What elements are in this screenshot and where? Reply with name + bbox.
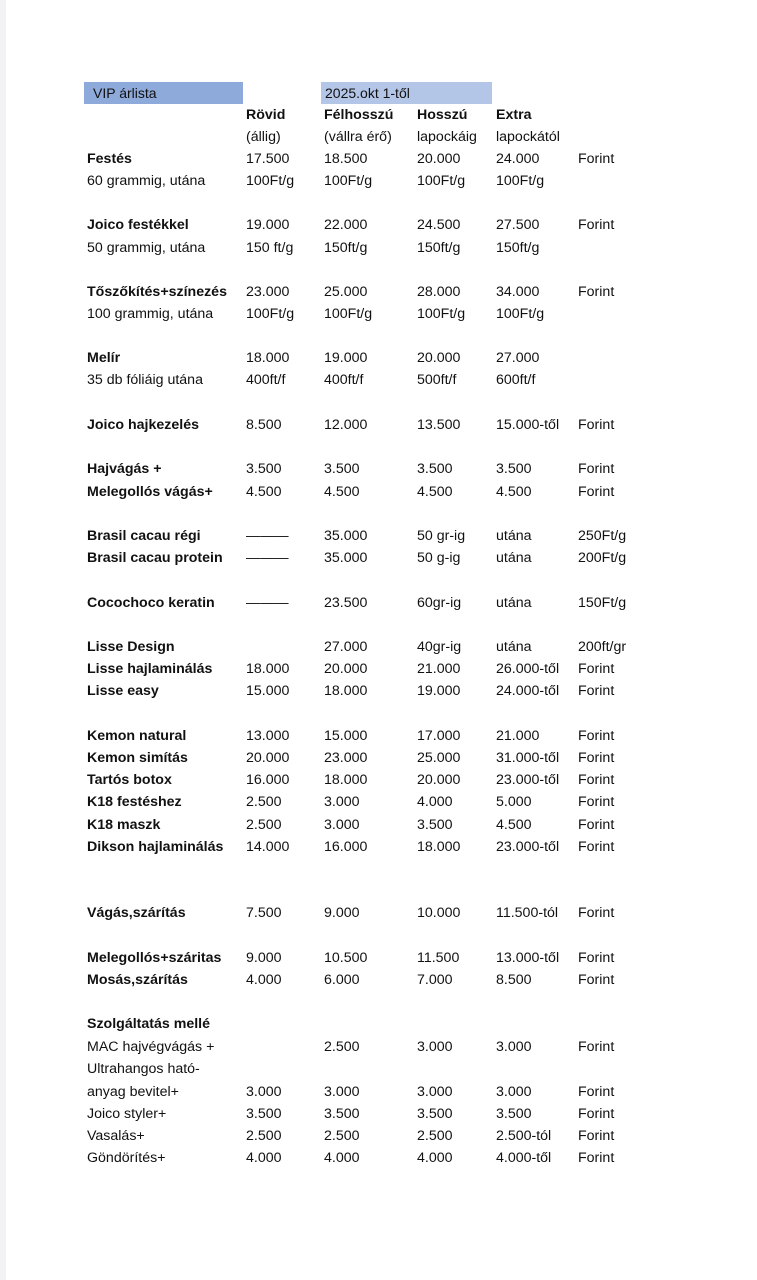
price-unit: Forint <box>578 484 615 500</box>
price-medium: 3.500 <box>324 461 360 477</box>
price-long: 28.000 <box>417 284 461 300</box>
price-medium: 18.500 <box>324 151 368 167</box>
service-name: Melegollós vágás+ <box>87 484 213 500</box>
price-short: 2.500 <box>246 794 282 810</box>
price-long: 150ft/g <box>417 240 461 256</box>
price-extra: 3.000 <box>496 1084 532 1100</box>
service-name: Dikson hajlaminálás <box>87 839 224 855</box>
price-short: 18.000 <box>246 350 290 366</box>
service-name: Szolgáltatás mellé <box>87 1016 211 1032</box>
service-name: Lisse easy <box>87 683 159 699</box>
price-long: 20.000 <box>417 151 461 167</box>
price-medium: 150ft/g <box>324 240 368 256</box>
service-name: Tőszőkítés+színezés <box>87 284 227 300</box>
price-unit: Forint <box>578 1084 615 1100</box>
price-medium: 100Ft/g <box>324 306 373 322</box>
price-short: 20.000 <box>246 750 290 766</box>
service-name: Göndörítés+ <box>87 1150 166 1166</box>
price-short: 15.000 <box>246 683 290 699</box>
price-extra: 24.000 <box>496 151 540 167</box>
price-medium: 4.000 <box>324 1150 360 1166</box>
price-medium: 100Ft/g <box>324 173 373 189</box>
service-name: Vágás,szárítás <box>87 905 186 921</box>
price-short: 9.000 <box>246 950 282 966</box>
service-name: 100 grammig, utána <box>87 306 214 322</box>
price-long: 4.000 <box>417 1150 453 1166</box>
service-name: Vasalás+ <box>87 1128 145 1144</box>
price-medium: 400ft/f <box>324 372 364 388</box>
price-long: 3.500 <box>417 1106 453 1122</box>
service-name: Melír <box>87 350 121 366</box>
price-long: 21.000 <box>417 661 461 677</box>
service-name: anyag bevitel+ <box>87 1084 179 1100</box>
price-unit: Forint <box>578 1128 615 1144</box>
price-long: 25.000 <box>417 750 461 766</box>
service-name: Brasil cacau régi <box>87 528 201 544</box>
price-extra: 100Ft/g <box>496 306 545 322</box>
price-medium: 18.000 <box>324 683 368 699</box>
service-name: Joico festékkel <box>87 217 189 233</box>
service-name: Joico styler+ <box>87 1106 167 1122</box>
price-short: 100Ft/g <box>246 173 295 189</box>
service-name: Kemon simítás <box>87 750 188 766</box>
price-long: 500ft/f <box>417 372 457 388</box>
price-short: 4.500 <box>246 484 282 500</box>
price-short: 2.500 <box>246 1128 282 1144</box>
service-name: Melegollós+száritas <box>87 950 222 966</box>
price-short: 400ft/f <box>246 372 286 388</box>
price-extra: 3.500 <box>496 461 532 477</box>
price-short: 3.000 <box>246 1084 282 1100</box>
price-medium: 12.000 <box>324 417 368 433</box>
price-extra: 100Ft/g <box>496 173 545 189</box>
price-extra: 27.500 <box>496 217 540 233</box>
price-extra: utána <box>496 595 532 611</box>
service-name: Lisse Design <box>87 639 175 655</box>
service-name: Festés <box>87 151 132 167</box>
price-long: 24.500 <box>417 217 461 233</box>
price-short: 4.000 <box>246 1150 282 1166</box>
column-subheader-long: lapockáig <box>417 129 477 145</box>
price-long: 13.500 <box>417 417 461 433</box>
price-unit: Forint <box>578 661 615 677</box>
price-unit: Forint <box>578 417 615 433</box>
price-short: 2.500 <box>246 817 282 833</box>
price-short: 14.000 <box>246 839 290 855</box>
price-extra: utána <box>496 550 532 566</box>
price-medium: 3.000 <box>324 817 360 833</box>
price-extra: 11.500-tól <box>496 905 559 921</box>
price-extra: 23.000-től <box>496 772 560 788</box>
price-medium: 10.500 <box>324 950 368 966</box>
price-extra: 15.000-től <box>496 417 560 433</box>
price-medium: 3.500 <box>324 1106 360 1122</box>
price-unit: Forint <box>578 750 615 766</box>
price-unit: Forint <box>578 151 615 167</box>
price-long: 20.000 <box>417 350 461 366</box>
effective-date: 2025.okt 1-től <box>321 82 492 104</box>
price-long: 3.000 <box>417 1084 453 1100</box>
price-long: 3.500 <box>417 461 453 477</box>
price-list-title: VIP árlista <box>84 82 243 104</box>
price-unit: Forint <box>578 905 615 921</box>
price-short: 8.500 <box>246 417 282 433</box>
price-unit: Forint <box>578 461 615 477</box>
price-medium: 22.000 <box>324 217 368 233</box>
column-header-extra: Extra <box>496 107 532 123</box>
price-short: 100Ft/g <box>246 306 295 322</box>
price-long: 19.000 <box>417 683 461 699</box>
price-unit: Forint <box>578 839 615 855</box>
price-unit: Forint <box>578 817 615 833</box>
price-medium: 6.000 <box>324 972 360 988</box>
service-name: MAC hajvégvágás + <box>87 1039 215 1055</box>
price-unit: Forint <box>578 217 615 233</box>
price-short: 16.000 <box>246 772 290 788</box>
price-medium: 25.000 <box>324 284 368 300</box>
price-extra: 2.500-tól <box>496 1128 552 1144</box>
price-extra: 3.000 <box>496 1039 532 1055</box>
price-long: 40gr-ig <box>417 639 462 655</box>
price-extra: 23.000-től <box>496 839 560 855</box>
price-medium: 35.000 <box>324 528 368 544</box>
price-extra: 34.000 <box>496 284 540 300</box>
price-medium: 4.500 <box>324 484 360 500</box>
price-short: 3.500 <box>246 461 282 477</box>
price-medium: 23.000 <box>324 750 368 766</box>
price-extra: 4.500 <box>496 484 532 500</box>
price-unit: Forint <box>578 683 615 699</box>
column-subheader-short: (állig) <box>246 129 281 145</box>
price-long: 20.000 <box>417 772 461 788</box>
price-short: 17.500 <box>246 151 290 167</box>
price-unit: Forint <box>578 1039 615 1055</box>
price-long: 4.000 <box>417 794 453 810</box>
price-medium: 3.000 <box>324 794 360 810</box>
price-long: 50 g-ig <box>417 550 461 566</box>
price-short: 13.000 <box>246 728 290 744</box>
column-header-long: Hosszú <box>417 107 468 123</box>
price-short: 4.000 <box>246 972 282 988</box>
price-long: 17.000 <box>417 728 461 744</box>
price-extra: utána <box>496 528 532 544</box>
column-subheader-medium: (vállra érő) <box>324 129 392 145</box>
price-unit: 200Ft/g <box>578 550 627 566</box>
service-name: K18 maszk <box>87 817 161 833</box>
price-unit: Forint <box>578 284 615 300</box>
price-long: 4.500 <box>417 484 453 500</box>
price-long: 3.500 <box>417 817 453 833</box>
price-short: 18.000 <box>246 661 290 677</box>
service-name: Ultrahangos ható- <box>87 1061 200 1077</box>
price-unit: Forint <box>578 950 615 966</box>
price-extra: 600ft/f <box>496 372 536 388</box>
service-name: 35 db fóliáig utána <box>87 372 203 388</box>
service-name: 60 grammig, utána <box>87 173 206 189</box>
price-extra: 13.000-től <box>496 950 560 966</box>
price-extra: 4.500 <box>496 817 532 833</box>
price-unit: Forint <box>578 794 615 810</box>
price-medium: 9.000 <box>324 905 360 921</box>
service-name: 50 grammig, utána <box>87 240 206 256</box>
price-long: 100Ft/g <box>417 306 466 322</box>
price-medium: 3.000 <box>324 1084 360 1100</box>
price-short: 19.000 <box>246 217 290 233</box>
price-long: 7.000 <box>417 972 453 988</box>
price-medium: 15.000 <box>324 728 368 744</box>
price-extra: 150ft/g <box>496 240 540 256</box>
price-unit: 150Ft/g <box>578 595 627 611</box>
price-long: 18.000 <box>417 839 461 855</box>
price-extra: 21.000 <box>496 728 540 744</box>
price-extra: 8.500 <box>496 972 532 988</box>
service-name: Cocochoco keratin <box>87 595 215 611</box>
column-subheader-extra: lapockától <box>496 129 560 145</box>
service-name: Hajvágás + <box>87 461 162 477</box>
price-unit: Forint <box>578 772 615 788</box>
service-name: Brasil cacau protein <box>87 550 223 566</box>
price-short: 150 ft/g <box>246 240 294 256</box>
price-unit: Forint <box>578 972 615 988</box>
price-extra: 3.500 <box>496 1106 532 1122</box>
price-long: 60gr-ig <box>417 595 462 611</box>
price-medium: 23.500 <box>324 595 368 611</box>
price-short: ——— <box>246 528 289 544</box>
price-extra: 26.000-től <box>496 661 560 677</box>
price-short: ——— <box>246 550 289 566</box>
price-medium: 19.000 <box>324 350 368 366</box>
price-extra: utána <box>496 639 532 655</box>
service-name: Lisse hajlaminálás <box>87 661 213 677</box>
price-medium: 35.000 <box>324 550 368 566</box>
price-medium: 20.000 <box>324 661 368 677</box>
column-header-medium: Félhosszú <box>324 107 394 123</box>
service-name: Mosás,szárítás <box>87 972 188 988</box>
price-unit: 200ft/gr <box>578 639 627 655</box>
price-extra: 31.000-től <box>496 750 560 766</box>
price-unit: Forint <box>578 1106 615 1122</box>
price-long: 3.000 <box>417 1039 453 1055</box>
column-header-short: Rövid <box>246 107 286 123</box>
service-name: Tartós botox <box>87 772 172 788</box>
price-medium: 16.000 <box>324 839 368 855</box>
price-long: 10.000 <box>417 905 461 921</box>
service-name: K18 festéshez <box>87 794 182 810</box>
price-extra: 24.000-től <box>496 683 560 699</box>
price-extra: 5.000 <box>496 794 532 810</box>
price-unit: Forint <box>578 1150 615 1166</box>
price-long: 2.500 <box>417 1128 453 1144</box>
price-long: 11.500 <box>417 950 460 966</box>
price-long: 50 gr-ig <box>417 528 466 544</box>
price-short: 23.000 <box>246 284 290 300</box>
price-extra: 4.000-től <box>496 1150 552 1166</box>
price-short: 7.500 <box>246 905 282 921</box>
price-medium: 2.500 <box>324 1128 360 1144</box>
price-extra: 27.000 <box>496 350 540 366</box>
service-name: Joico hajkezelés <box>87 417 199 433</box>
price-medium: 2.500 <box>324 1039 360 1055</box>
price-unit: 250Ft/g <box>578 528 627 544</box>
price-unit: Forint <box>578 728 615 744</box>
price-long: 100Ft/g <box>417 173 466 189</box>
price-medium: 27.000 <box>324 639 368 655</box>
price-short: ——— <box>246 595 289 611</box>
price-short: 3.500 <box>246 1106 282 1122</box>
service-name: Kemon natural <box>87 728 187 744</box>
price-list-page <box>6 0 757 1280</box>
price-medium: 18.000 <box>324 772 368 788</box>
